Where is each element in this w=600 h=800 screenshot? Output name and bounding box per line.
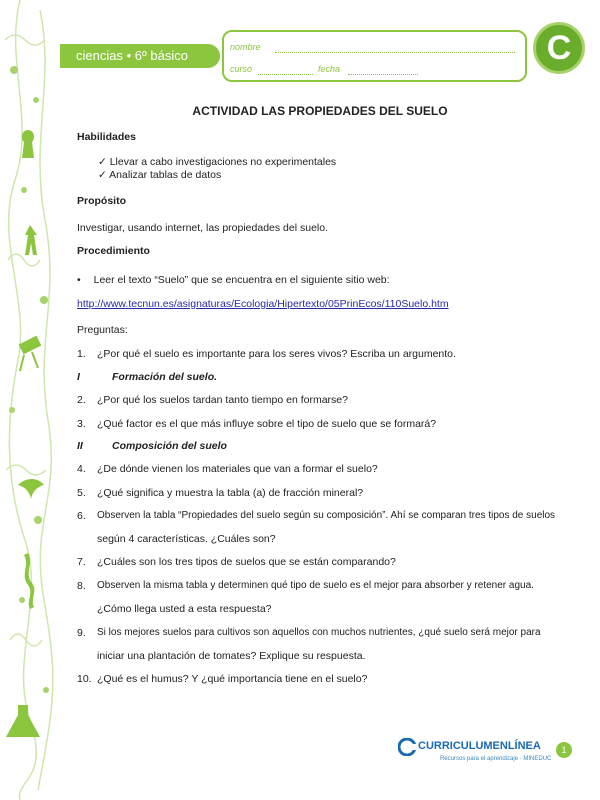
curso-label: curso [230,64,253,74]
q10-text: ¿Qué es el humus? Y ¿qué importancia tiene en el suelo? [97,673,368,685]
curriculum-logo-subtitle: Recursos para el aprendizaje · MINEDUC [440,756,552,762]
q4-number: 4. [77,463,86,475]
habilidad-text: Analizar tablas de datos [109,169,222,181]
proposito-text: Investigar, usando internet, las propiedades del suelo. [77,222,329,234]
procedimiento-bullet [77,274,390,286]
q6-text-cont: según 4 características. ¿Cuáles son? [97,533,276,545]
curriculum-logo-icon [398,738,416,756]
grade-label: 6º básico [134,48,188,63]
q7-text: ¿Cuáles son los tres tipos de suelos que se están comparando? [97,556,396,568]
q7-number: 7. [77,556,86,568]
q8-text-cont: ¿Cómo llega usted a esta respuesta? [97,603,272,615]
page-title: ACTIVIDAD LAS PROPIEDADES DEL SUELO [192,104,448,118]
bird-icon [18,479,44,499]
person-icon [25,225,37,255]
habilidad-item-1 [98,156,336,168]
flask-icon [6,705,40,737]
q5-number: 5. [77,487,86,499]
q2-number: 2. [77,394,86,406]
q3-number: 3. [77,418,86,430]
decorative-sidebar [0,0,62,800]
q5-text: ¿Qué significa y muestra la tabla (a) de fracción mineral? [97,487,364,499]
subject-separator: • [126,48,132,63]
q1-number: 1. [77,348,86,360]
habilidades-heading: Habilidades [77,131,136,143]
soil-article-link[interactable]: http://www.tecnun.es/asignaturas/Ecologia/Hipertexto/05PrinEcos/110Suelo.htm [77,298,449,310]
page-number: 1 [556,742,572,758]
telescope-icon [20,337,40,371]
section-1-number: I [77,371,80,383]
fecha-label: fecha [318,64,341,74]
level-badge: C [533,22,585,74]
bullet-icon: • [77,274,81,286]
q9-number: 9. [77,627,86,639]
section-1-title: Formación del suelo. [112,371,218,383]
curriculum-logo-text: CURRICULUMENLÍNEA [418,740,541,752]
q10-number: 10. [77,673,92,685]
q3-text: ¿Qué factor es el que más influye sobre el tipo de suelo que se formará? [97,418,437,430]
q8-text: Observen la misma tabla y determinen qué tipo de suelo es el mejor para absorber y retener agua. [97,580,534,591]
habilidad-item-2 [98,169,221,181]
preguntas-heading: Preguntas: [77,324,128,336]
curso-field[interactable] [258,74,313,75]
nombre-label: nombre [230,42,261,52]
q9-text-cont: iniciar una plantación de tomates? Explique su respuesta. [97,650,366,662]
plant-icon [22,130,34,158]
q6-text: Observen la tabla “Propiedades del suelo según su composición”. Ahí se comparan tres tipos de suelos [97,510,556,521]
q4-text: ¿De dónde vienen los materiales que van a formar el suelo? [97,463,378,475]
habilidad-text: Llevar a cabo investigaciones no experimentales [109,156,337,168]
section-2-title: Composición del suelo [112,440,227,452]
subject-banner [60,44,220,68]
lizard-icon [24,553,34,609]
procedimiento-heading: Procedimiento [77,245,150,257]
q9-text: Si los mejores suelos para cultivos son aquellos con muchos nutrientes, ¿qué suelo será mejor para [97,627,541,638]
q8-number: 8. [77,580,86,592]
check-icon: ✓ [98,156,110,168]
nombre-field[interactable] [275,52,515,53]
section-2-number: II [77,440,83,452]
check-icon: ✓ [98,169,110,181]
q1-text: ¿Por qué el suelo es importante para los seres vivos? Escriba un argumento. [97,348,456,360]
procedimiento-text: Leer el texto “Suelo” que se encuentra en el siguiente sitio web: [93,274,390,286]
subject-label: ciencias [76,48,123,63]
q2-text: ¿Por qué los suelos tardan tanto tiempo en formarse? [97,394,348,406]
q6-number: 6. [77,510,86,522]
proposito-heading: Propósito [77,195,126,207]
fecha-field[interactable] [348,74,418,75]
